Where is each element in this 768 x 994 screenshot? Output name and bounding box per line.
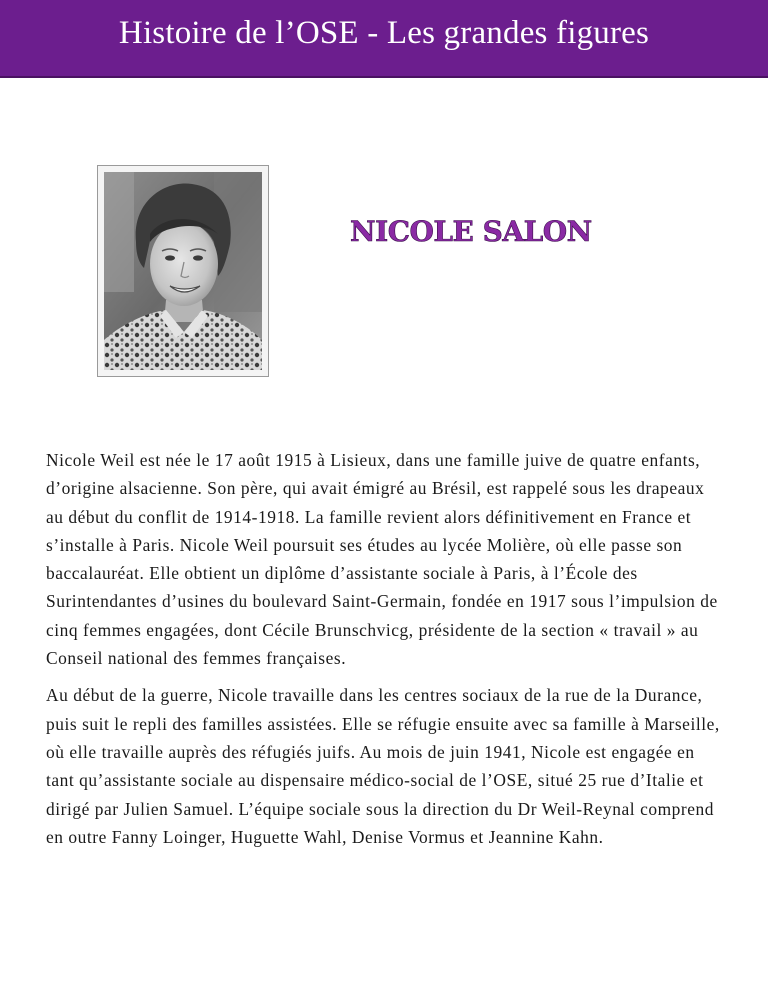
portrait-photo-frame xyxy=(97,165,269,377)
portrait-photo xyxy=(104,172,262,370)
person-name-title: NICOLE SALON xyxy=(350,215,592,248)
page-header-banner xyxy=(0,0,768,78)
biography-text xyxy=(46,446,726,860)
page-header-title: Histoire de l’OSE - Les grandes figures xyxy=(118,14,650,51)
biography-paragraph: Au début de la guerre, Nicole travaille dans les centres sociaux de la rue de la Durance, puis suit le repli des familles assistées. Elle se réfugie ensuite avec sa famille à Marseille, où elle travaille auprès des réfugiés juifs. Au mois de juin 1941, Nicole est engagée en tant qu’assistante sociale au dispensaire médico-social de l’OSE, situé 25 rue d’Italie et dirigé par Julien Samuel. L’équipe sociale sous la direction du Dr Weil-Reynal comprend en outre Fanny Loinger, Huguette Wahl, Denise Vormus et Jeannine Kahn. xyxy=(46,685,720,847)
biography-paragraph: Nicole Weil est née le 17 août 1915 à Lisieux, dans une famille juive de quatre enfants, d’origine alsacienne. Son père, qui avait émigré au Brésil, est rappelé sous les drapeaux au début du conflit de 1914-1918. La famille revient alors définitivement en France et s’installe à Paris. Nicole Weil poursuit ses études au lycée Molière, où elle passe son baccalauréat. Elle obtient un diplôme d’assistante sociale à Paris, à l’École des Surintendantes d’usines du boulevard Saint-Germain, fondée en 1917 sous l’impulsion de cinq femmes engagées, dont Cécile Brunschvicg, présidente de la section « travail » au Conseil national des femmes françaises. xyxy=(46,450,718,669)
